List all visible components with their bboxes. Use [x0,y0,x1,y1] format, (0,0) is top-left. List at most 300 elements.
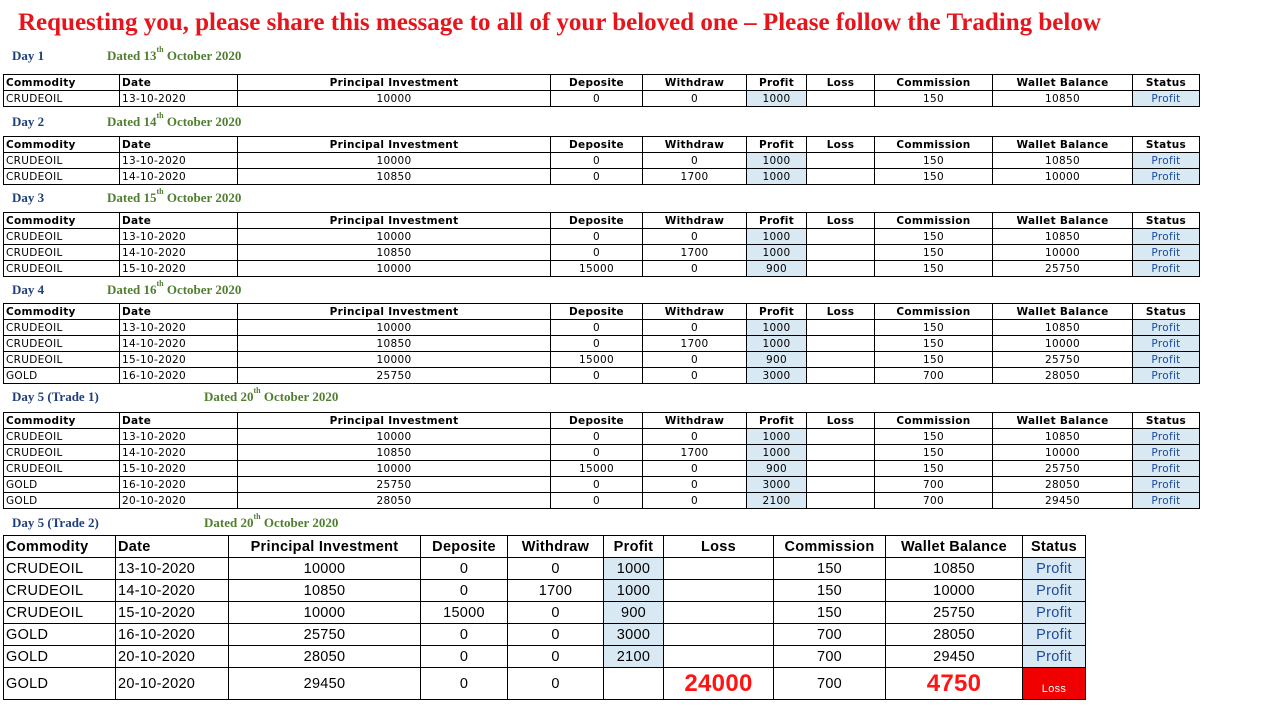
column-header-wallet-balance: Wallet Balance [993,304,1133,320]
cell-date: 13-10-2020 [120,91,238,107]
cell-commodity: CRUDEOIL [4,445,120,461]
cell-commodity: GOLD [4,493,120,509]
cell-principal-investment: 10000 [238,320,551,336]
cell-loss [807,352,875,368]
cell-principal-investment: 10000 [238,352,551,368]
column-header-loss: Loss [807,413,875,429]
cell-profit: 1000 [604,580,664,602]
cell-withdraw: 1700 [508,580,604,602]
cell-deposite: 0 [421,668,508,700]
share-message-banner: Requesting you, please share this message to all of your beloved one – Please follow the Trading below [18,9,1101,36]
column-header-principal-investment: Principal Investment [238,213,551,229]
column-header-profit: Profit [747,137,807,153]
cell-wallet-balance: 10850 [993,153,1133,169]
cell-commission: 150 [875,445,993,461]
cell-profit: 1000 [747,153,807,169]
cell-profit: 3000 [747,368,807,384]
cell-deposite: 0 [551,153,643,169]
column-header-wallet-balance: Wallet Balance [993,75,1133,91]
column-header-deposite: Deposite [551,75,643,91]
cell-loss [807,336,875,352]
dated-label: Dated 15th October 2020 [107,187,242,205]
cell-commission: 150 [875,429,993,445]
column-header-loss: Loss [807,75,875,91]
column-header-loss: Loss [807,304,875,320]
cell-withdraw: 0 [643,153,747,169]
table-row [4,461,1200,477]
cell-commodity: CRUDEOIL [4,91,120,107]
cell-wallet-balance: 10000 [993,245,1133,261]
column-header-commission: Commission [875,137,993,153]
column-header-principal-investment: Principal Investment [238,413,551,429]
cell-principal-investment: 10000 [238,461,551,477]
column-header-commodity: Commodity [4,213,120,229]
column-header-date: Date [120,413,238,429]
cell-status: Profit [1133,368,1200,384]
cell-deposite: 15000 [551,261,643,277]
cell-commission: 700 [875,477,993,493]
cell-principal-investment: 10850 [238,169,551,185]
day-label: Day 4 [12,282,45,297]
day-3-trades-table [3,212,1200,277]
cell-withdraw: 0 [643,493,747,509]
cell-date: 15-10-2020 [120,261,238,277]
cell-commission: 150 [875,352,993,368]
cell-wallet-balance: 10000 [886,580,1023,602]
cell-loss [664,602,774,624]
cell-status: Profit [1023,558,1086,580]
cell-profit: 2100 [747,493,807,509]
column-header-wallet-balance: Wallet Balance [993,137,1133,153]
column-header-wallet-balance: Wallet Balance [886,536,1023,558]
table-header-row [4,137,1200,153]
cell-status: Profit [1133,261,1200,277]
cell-deposite: 0 [551,445,643,461]
column-header-principal-investment: Principal Investment [238,304,551,320]
day-label: Day 5 (Trade 2) [12,515,99,530]
cell-status: Profit [1133,169,1200,185]
cell-wallet-balance: 25750 [886,602,1023,624]
table-row [4,352,1200,368]
day-label: Day 1 [12,48,45,63]
cell-loss [807,229,875,245]
cell-commission: 150 [875,91,993,107]
cell-withdraw: 0 [508,624,604,646]
cell-deposite: 0 [551,368,643,384]
day-label: Day 3 [12,190,45,205]
table-row [4,429,1200,445]
cell-principal-investment: 28050 [238,493,551,509]
cell-wallet-balance: 10850 [993,229,1133,245]
column-header-withdraw: Withdraw [643,304,747,320]
column-header-status: Status [1133,137,1200,153]
cell-profit: 900 [747,461,807,477]
cell-wallet-balance: 25750 [993,461,1133,477]
cell-loss [807,493,875,509]
column-header-withdraw: Withdraw [508,536,604,558]
table-row [4,91,1200,107]
cell-principal-investment: 10000 [229,558,421,580]
cell-loss [807,245,875,261]
cell-profit: 900 [747,261,807,277]
column-header-date: Date [116,536,229,558]
cell-commodity: CRUDEOIL [4,336,120,352]
cell-date: 16-10-2020 [120,368,238,384]
table-row [4,153,1200,169]
column-header-withdraw: Withdraw [643,75,747,91]
dated-label: Dated 14th October 2020 [107,111,242,129]
cell-deposite: 0 [421,580,508,602]
cell-commission: 150 [774,580,886,602]
cell-principal-investment: 10000 [238,153,551,169]
cell-principal-investment: 10000 [238,261,551,277]
cell-principal-investment: 29450 [229,668,421,700]
column-header-withdraw: Withdraw [643,213,747,229]
cell-loss [807,368,875,384]
cell-date: 20-10-2020 [116,668,229,700]
dated-label: Dated 20th October 2020 [204,512,339,530]
cell-wallet-balance: 10000 [993,336,1133,352]
cell-principal-investment: 10000 [238,429,551,445]
table-row [4,368,1200,384]
cell-withdraw: 0 [643,320,747,336]
cell-commodity: CRUDEOIL [4,320,120,336]
cell-withdraw: 1700 [643,245,747,261]
cell-deposite: 0 [421,646,508,668]
cell-commodity: CRUDEOIL [4,229,120,245]
cell-profit: 1000 [747,169,807,185]
cell-commission: 150 [875,169,993,185]
cell-date: 13-10-2020 [120,229,238,245]
cell-commission: 150 [875,229,993,245]
column-header-principal-investment: Principal Investment [238,75,551,91]
cell-status: Profit [1133,352,1200,368]
column-header-commodity: Commodity [4,536,116,558]
day-5-trade-2-trades-table [3,535,1086,700]
cell-commodity: GOLD [4,477,120,493]
cell-profit: 3000 [747,477,807,493]
cell-loss [807,261,875,277]
cell-commodity: CRUDEOIL [4,580,116,602]
day-2-trades-table [3,136,1200,185]
cell-commodity: CRUDEOIL [4,245,120,261]
table-row [4,580,1086,602]
cell-withdraw: 0 [643,91,747,107]
column-header-date: Date [120,304,238,320]
cell-profit: 3000 [604,624,664,646]
cell-wallet-balance: 28050 [993,368,1133,384]
column-header-withdraw: Withdraw [643,413,747,429]
cell-profit: 1000 [747,429,807,445]
cell-withdraw: 0 [508,602,604,624]
cell-commodity: GOLD [4,668,116,700]
cell-wallet-balance: 10000 [993,169,1133,185]
cell-wallet-balance: 25750 [993,352,1133,368]
table-header-row [4,213,1200,229]
cell-status: Profit [1023,646,1086,668]
table-row [4,445,1200,461]
column-header-commission: Commission [875,413,993,429]
column-header-status: Status [1133,304,1200,320]
cell-withdraw: 0 [643,461,747,477]
table-row [4,646,1086,668]
cell-commodity: GOLD [4,646,116,668]
cell-profit: 900 [747,352,807,368]
day-4-trades-table [3,303,1200,384]
cell-withdraw: 0 [643,229,747,245]
cell-date: 14-10-2020 [120,169,238,185]
table-row [4,668,1086,700]
cell-withdraw: 1700 [643,445,747,461]
column-header-status: Status [1133,413,1200,429]
column-header-wallet-balance: Wallet Balance [993,213,1133,229]
cell-wallet-balance: 29450 [886,646,1023,668]
column-header-loss: Loss [807,213,875,229]
column-header-principal-investment: Principal Investment [229,536,421,558]
cell-date: 15-10-2020 [116,602,229,624]
cell-withdraw: 0 [643,261,747,277]
cell-profit [604,668,664,700]
cell-commission: 150 [875,153,993,169]
cell-status: Profit [1133,461,1200,477]
cell-profit: 1000 [747,245,807,261]
column-header-commission: Commission [875,75,993,91]
cell-principal-investment: 10850 [238,245,551,261]
cell-date: 13-10-2020 [116,558,229,580]
cell-loss [807,445,875,461]
cell-wallet-balance: 10850 [993,91,1133,107]
cell-wallet-balance: 29450 [993,493,1133,509]
cell-loss [664,624,774,646]
cell-commission: 150 [875,461,993,477]
cell-date: 15-10-2020 [120,352,238,368]
column-header-commodity: Commodity [4,304,120,320]
cell-withdraw: 0 [643,477,747,493]
cell-status: Profit [1133,229,1200,245]
column-header-wallet-balance: Wallet Balance [993,413,1133,429]
cell-profit: 1000 [747,445,807,461]
cell-status: Profit [1133,336,1200,352]
column-header-commodity: Commodity [4,75,120,91]
table-header-row [4,536,1086,558]
column-header-profit: Profit [747,413,807,429]
table-header-row [4,304,1200,320]
cell-status: Profit [1023,602,1086,624]
cell-profit: 900 [604,602,664,624]
cell-date: 13-10-2020 [120,320,238,336]
cell-profit: 1000 [604,558,664,580]
table-row [4,261,1200,277]
cell-commission: 150 [774,558,886,580]
cell-deposite: 15000 [551,352,643,368]
cell-loss [807,461,875,477]
cell-withdraw: 0 [643,368,747,384]
cell-status: Profit [1133,429,1200,445]
column-header-commission: Commission [774,536,886,558]
cell-wallet-balance: 10850 [993,429,1133,445]
cell-withdraw: 0 [508,558,604,580]
column-header-commodity: Commodity [4,137,120,153]
cell-loss [664,580,774,602]
cell-wallet-balance: 10850 [886,558,1023,580]
table-row [4,493,1200,509]
table-row [4,245,1200,261]
table-row [4,602,1086,624]
cell-date: 15-10-2020 [120,461,238,477]
cell-date: 20-10-2020 [120,493,238,509]
cell-principal-investment: 10000 [238,91,551,107]
cell-commission: 150 [774,602,886,624]
column-header-withdraw: Withdraw [643,137,747,153]
column-header-deposite: Deposite [551,304,643,320]
cell-deposite: 0 [551,91,643,107]
column-header-status: Status [1023,536,1086,558]
table-row [4,229,1200,245]
cell-status: Profit [1133,153,1200,169]
day-5-trade-1-trades-table [3,412,1200,509]
cell-status: Profit [1133,320,1200,336]
table-header-row [4,75,1200,91]
dated-label: Dated 20th October 2020 [204,386,339,404]
cell-withdraw: 1700 [643,336,747,352]
cell-status: Profit [1023,624,1086,646]
cell-principal-investment: 10000 [229,602,421,624]
cell-date: 16-10-2020 [120,477,238,493]
table-header-row [4,413,1200,429]
cell-status: Profit [1023,580,1086,602]
cell-profit: 2100 [604,646,664,668]
cell-commission: 150 [875,336,993,352]
cell-date: 14-10-2020 [120,336,238,352]
cell-principal-investment: 10850 [229,580,421,602]
cell-commodity: CRUDEOIL [4,602,116,624]
cell-commodity: GOLD [4,624,116,646]
cell-status: Profit [1133,445,1200,461]
cell-wallet-balance: 28050 [993,477,1133,493]
table-row [4,624,1086,646]
cell-principal-investment: 25750 [238,368,551,384]
column-header-deposite: Deposite [551,213,643,229]
cell-loss [807,429,875,445]
column-header-loss: Loss [664,536,774,558]
column-header-date: Date [120,75,238,91]
cell-withdraw: 0 [508,668,604,700]
column-header-date: Date [120,137,238,153]
cell-commodity: CRUDEOIL [4,352,120,368]
column-header-status: Status [1133,213,1200,229]
cell-commission: 700 [774,646,886,668]
cell-principal-investment: 25750 [238,477,551,493]
cell-deposite: 0 [551,477,643,493]
cell-date: 16-10-2020 [116,624,229,646]
cell-commodity: CRUDEOIL [4,169,120,185]
column-header-deposite: Deposite [551,137,643,153]
table-row [4,320,1200,336]
cell-date: 13-10-2020 [120,429,238,445]
column-header-date: Date [120,213,238,229]
cell-profit: 1000 [747,91,807,107]
cell-deposite: 15000 [421,602,508,624]
dated-label: Dated 16th October 2020 [107,279,242,297]
cell-wallet-balance: 10000 [993,445,1133,461]
cell-loss [664,558,774,580]
cell-date: 14-10-2020 [120,245,238,261]
cell-profit: 1000 [747,336,807,352]
cell-loss [807,91,875,107]
cell-deposite: 0 [551,229,643,245]
cell-commodity: GOLD [4,368,120,384]
cell-deposite: 0 [421,624,508,646]
cell-principal-investment: 28050 [229,646,421,668]
cell-deposite: 0 [551,493,643,509]
column-header-commission: Commission [875,304,993,320]
cell-commission: 150 [875,320,993,336]
cell-withdraw: 0 [643,429,747,445]
cell-loss: 24000 [664,668,774,700]
cell-commission: 700 [875,368,993,384]
column-header-deposite: Deposite [551,413,643,429]
cell-commodity: CRUDEOIL [4,429,120,445]
cell-status: Profit [1133,477,1200,493]
cell-date: 14-10-2020 [116,580,229,602]
column-header-profit: Profit [747,75,807,91]
cell-status: Profit [1133,245,1200,261]
cell-deposite: 0 [421,558,508,580]
cell-wallet-balance: 4750 [886,668,1023,700]
cell-withdraw: 0 [643,352,747,368]
cell-deposite: 0 [551,169,643,185]
table-row [4,558,1086,580]
dated-label: Dated 13th October 2020 [107,45,242,63]
column-header-profit: Profit [747,304,807,320]
cell-commission: 700 [774,668,886,700]
table-row [4,169,1200,185]
column-header-principal-investment: Principal Investment [238,137,551,153]
column-header-profit: Profit [604,536,664,558]
cell-loss [664,646,774,668]
cell-commodity: CRUDEOIL [4,153,120,169]
cell-wallet-balance: 28050 [886,624,1023,646]
cell-commission: 150 [875,261,993,277]
table-row [4,477,1200,493]
cell-deposite: 0 [551,320,643,336]
column-header-commodity: Commodity [4,413,120,429]
column-header-deposite: Deposite [421,536,508,558]
cell-status: Loss [1023,668,1086,700]
cell-status: Profit [1133,91,1200,107]
cell-commodity: CRUDEOIL [4,261,120,277]
cell-commodity: CRUDEOIL [4,558,116,580]
cell-deposite: 0 [551,245,643,261]
cell-commission: 700 [774,624,886,646]
cell-status: Profit [1133,493,1200,509]
day-label: Day 2 [12,114,45,129]
cell-principal-investment: 10850 [238,445,551,461]
cell-wallet-balance: 25750 [993,261,1133,277]
cell-commission: 150 [875,245,993,261]
cell-profit: 1000 [747,229,807,245]
cell-date: 14-10-2020 [120,445,238,461]
column-header-status: Status [1133,75,1200,91]
cell-deposite: 0 [551,429,643,445]
column-header-profit: Profit [747,213,807,229]
cell-profit: 1000 [747,320,807,336]
column-header-loss: Loss [807,137,875,153]
cell-deposite: 0 [551,336,643,352]
cell-wallet-balance: 10850 [993,320,1133,336]
column-header-commission: Commission [875,213,993,229]
cell-loss [807,477,875,493]
